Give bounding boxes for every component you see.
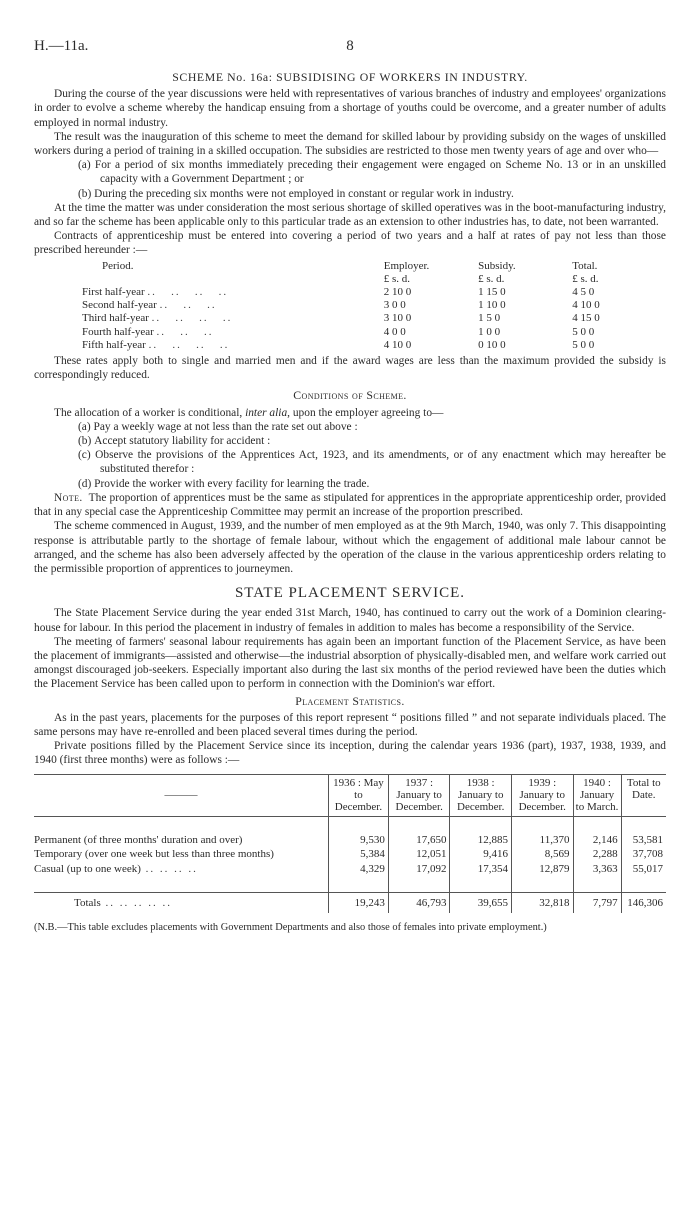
total-value: 46,793	[388, 892, 450, 913]
row-label	[34, 862, 329, 876]
employer-rate: 3 10 0	[383, 312, 412, 325]
cell-value: 37,708	[621, 847, 666, 861]
item-mark: (b)	[78, 435, 92, 448]
conditions-intro	[34, 406, 666, 420]
rates-row: Third half-year .. .. .. .. 3 10 0 1 5 0 4 15 0	[82, 312, 666, 325]
note-text: The proportion of apprentices must be the same as stipulated for apprentices in the appropriate apprenticeship order, provided that in any special case the Apprenticeship Committee may permit an increase of the proportion prescribed.	[34, 491, 666, 519]
document-body	[34, 70, 666, 936]
table-row	[34, 833, 666, 847]
cell-value: 2,288	[573, 847, 621, 861]
item-mark: (c)	[78, 449, 91, 462]
employer-rate: 4 10 0	[383, 338, 412, 351]
subsidy-rate: 1 10 0	[478, 299, 506, 312]
placement-title: STATE PLACEMENT SERVICE.	[234, 585, 466, 602]
rates-row: First half-year .. .. .. .. 2 10 0 1 15 0 4 5 0	[82, 286, 666, 299]
employer-rate: 4 0 0	[383, 325, 406, 338]
totals-label-text: Totals	[74, 896, 101, 909]
table-row	[34, 862, 666, 876]
condition-item	[78, 434, 666, 448]
eligibility-item	[78, 158, 666, 186]
conditions-list	[78, 420, 666, 491]
cell-value: 17,650	[388, 833, 450, 847]
cell-value: 8,569	[511, 847, 573, 861]
col-header-1936: 1936 : May to December.	[329, 774, 389, 816]
placement-statistics-table	[34, 774, 666, 914]
table-row	[34, 847, 666, 861]
scheme-paragraph-6: The scheme commenced in August, 1939, and the number of men employed as at the 9th March, 1940, was only 7. This disappointing response is attributable partly to the shortage of female labour, without which the engagement of additional male labour cannot be arranged, and the scheme has also been adversely affected by the operation of the clause in the various apprenticeship orders relating to the permissible proportion of apprentices to journeymen.	[34, 520, 666, 575]
scheme-paragraph-2: The result was the inauguration of this scheme to meet the demand for skilled labour by providing subsidy on the wages of unskilled workers during a period of training in a skilled occupation. The subsidies are restricted to those men twenty years of age and over who—	[34, 130, 666, 158]
scheme-paragraph-3: At the time the matter was under consideration the most serious shortage of skilled operatives was in the boot-manufacturing industry, and so far the scheme has been applicable only to this particular trade as an extension to other industries has, to date, not been warranted.	[34, 201, 666, 229]
stats-heading: Placement Statistics.	[295, 693, 405, 708]
wage-rates-table	[82, 260, 666, 352]
totals-label	[34, 892, 329, 913]
eligibility-item	[78, 187, 666, 201]
total-value: 7,797	[573, 892, 621, 913]
scheme-paragraph-1: During the course of the year discussions were held with representatives of various branches of industry and employees' organizations in order to evolve a scheme whereby the handicap ensuing from a shortage of youths could be overcome, and a greater number of adults employed in normal industry.	[34, 88, 666, 129]
row-label: Permanent (of three months' duration and over)	[34, 833, 243, 846]
conditions-heading: Conditions of Scheme.	[293, 388, 407, 403]
employer-rate: 2 10 0	[383, 286, 412, 299]
note-label: Note.	[54, 491, 83, 504]
cell-value: 55,017	[621, 862, 666, 876]
col-header-total: Total to Date.	[621, 774, 666, 816]
cell-value: 5,384	[329, 847, 389, 861]
period-label: Third half-year	[82, 312, 149, 325]
placement-paragraph-2: The meeting of farmers' seasonal labour requirements has again been an important function of the Placement Service, as have been the placement of immigrants—assisted and otherwise—the industrial absorption of physically-disabled men, and welfare work carried out amongst discouraged job-seekers. Especially important also during the last six months of the period reviewed have been the duties which the Placement Service has been called upon to perform in connection with the Dominion's war effort.	[34, 635, 666, 691]
cell-value: 9,416	[450, 847, 512, 861]
placement-paragraph-3: As in the past years, placements for the purposes of this report represent “ positions filled ” and not separate individuals placed. The same persons may have re-enrolled and been placed several times during the period.	[34, 711, 666, 738]
row-label-text: Casual (up to one week)	[34, 862, 141, 875]
subsidy-rate: 1 15 0	[478, 286, 506, 299]
row-label-header: ———	[34, 774, 329, 816]
item-mark: (a)	[78, 159, 91, 172]
units-total: £ s. d.	[572, 272, 599, 285]
item-text: During the preceding six months were not employed in constant or regular work in industry.	[94, 187, 514, 200]
rates-header-row	[82, 260, 666, 273]
intro-latin: inter alia	[245, 406, 288, 419]
row-label: Temporary (over one week but less than three months)	[34, 848, 274, 861]
col-header-1940: 1940 : January to March.	[573, 774, 621, 816]
totals-row	[34, 892, 666, 913]
eligibility-conditions	[78, 158, 666, 201]
item-mark: (a)	[78, 420, 91, 433]
item-text: Provide the worker with every facility for learning the trade.	[94, 477, 370, 490]
total-value: 146,306	[621, 892, 666, 913]
col-header-1937: 1937 : January to December.	[388, 774, 450, 816]
intro-text: The allocation of a worker is conditional,	[54, 406, 246, 419]
period-label: First half-year	[82, 286, 145, 299]
page-number: 8	[346, 38, 354, 54]
scheme-paragraph-5: These rates apply both to single and married men and if the award wages are less than the maximum provided the subsidy is correspondingly reduced.	[34, 355, 666, 382]
total-rate: 5 0 0	[572, 325, 595, 338]
total-rate: 5 0 0	[572, 338, 595, 351]
scheme-title: SCHEME No. 16a: SUBSIDISING OF WORKERS IN INDUSTRY.	[172, 70, 528, 84]
subsidy-rate: 1 5 0	[478, 312, 501, 325]
report-reference: H.—11a.	[34, 38, 89, 54]
cell-value: 12,051	[388, 847, 450, 861]
cell-value: 9,530	[329, 833, 389, 847]
item-text: Observe the provisions of the Apprentices Act, 1923, and its amendments, or of any enactment which may hereafter be substituted therefor :	[95, 449, 666, 476]
item-mark: (d)	[78, 477, 92, 490]
cell-value: 12,879	[511, 862, 573, 876]
condition-item	[78, 448, 666, 476]
units-subsidy: £ s. d.	[478, 272, 505, 285]
period-label: Fourth half-year	[82, 325, 154, 338]
cell-value: 53,581	[621, 833, 666, 847]
condition-item	[78, 477, 666, 491]
total-value: 39,655	[450, 892, 512, 913]
cell-value: 11,370	[511, 833, 573, 847]
col-employer: Employer.	[383, 259, 430, 272]
rates-units-row	[82, 273, 666, 286]
totals-leader-dots: .. .. .. .. ..	[100, 896, 172, 909]
units-employer: £ s. d.	[383, 272, 411, 285]
total-rate: 4 10 0	[572, 299, 600, 312]
col-subsidy: Subsidy.	[478, 259, 516, 272]
cell-value: 4,329	[329, 862, 389, 876]
total-value: 32,818	[511, 892, 573, 913]
item-text: For a period of six months immediately preceding their engagement were engaged on Scheme No. 13 or in an unskilled capacity with a Government Department ; or	[94, 159, 666, 186]
rates-row: Fourth half-year .. .. .. 4 0 0 1 0 0 5 0 0	[82, 326, 666, 339]
total-rate: 4 5 0	[572, 286, 595, 299]
subsidy-rate: 0 10 0	[478, 338, 506, 351]
col-total: Total.	[572, 259, 598, 272]
employer-rate: 3 0 0	[383, 299, 406, 312]
cell-value: 3,363	[573, 862, 621, 876]
col-period: Period.	[102, 259, 134, 272]
period-label: Second half-year	[82, 299, 157, 312]
note-paragraph	[34, 491, 666, 519]
cell-value: 17,354	[450, 862, 512, 876]
page-header	[34, 38, 666, 58]
rates-row: Fifth half-year .. .. .. .. 4 10 0 0 10 0 5 0 0	[82, 339, 666, 352]
intro-text-end: , upon the employer agreeing to—	[287, 406, 444, 419]
col-header-1938: 1938 : January to December.	[450, 774, 512, 816]
condition-item	[78, 420, 666, 434]
cell-value: 2,146	[573, 833, 621, 847]
total-rate: 4 15 0	[572, 312, 600, 325]
col-header-1939: 1939 : January to December.	[511, 774, 573, 816]
cell-value: 17,092	[388, 862, 450, 876]
scheme-paragraph-4: Contracts of apprenticeship must be entered into covering a period of two years and a half at rates of pay not less than those prescribed hereunder :—	[34, 230, 666, 257]
rates-row: Second half-year .. .. .. 3 0 0 1 10 0 4 10 0	[82, 299, 666, 312]
item-text: Pay a weekly wage at not less than the rate set out above :	[93, 420, 358, 433]
total-value: 19,243	[329, 892, 389, 913]
placement-paragraph-1: The State Placement Service during the year ended 31st March, 1940, has continued to carry out the work of a Dominion clearing-house for labour. In this period the placement in industry of females in addition to males has become a responsibility of the Service.	[34, 607, 666, 634]
row-leader-dots: .. .. .. ..	[140, 862, 198, 875]
subsidy-rate: 1 0 0	[478, 325, 501, 338]
table-footnote: (N.B.—This table excludes placements with Government Departments and also those of females into private employment.)	[34, 922, 547, 934]
item-text: Accept statutory liability for accident :	[94, 435, 271, 448]
placement-paragraph-4: Private positions filled by the Placement Service since its inception, during the calendar years 1936 (part), 1937, 1938, 1939, and 1940 (first three months) were as follows :—	[34, 740, 666, 767]
period-label: Fifth half-year	[82, 338, 146, 351]
cell-value: 12,885	[450, 833, 512, 847]
table-header-row	[34, 774, 666, 816]
item-mark: (b)	[78, 187, 92, 200]
